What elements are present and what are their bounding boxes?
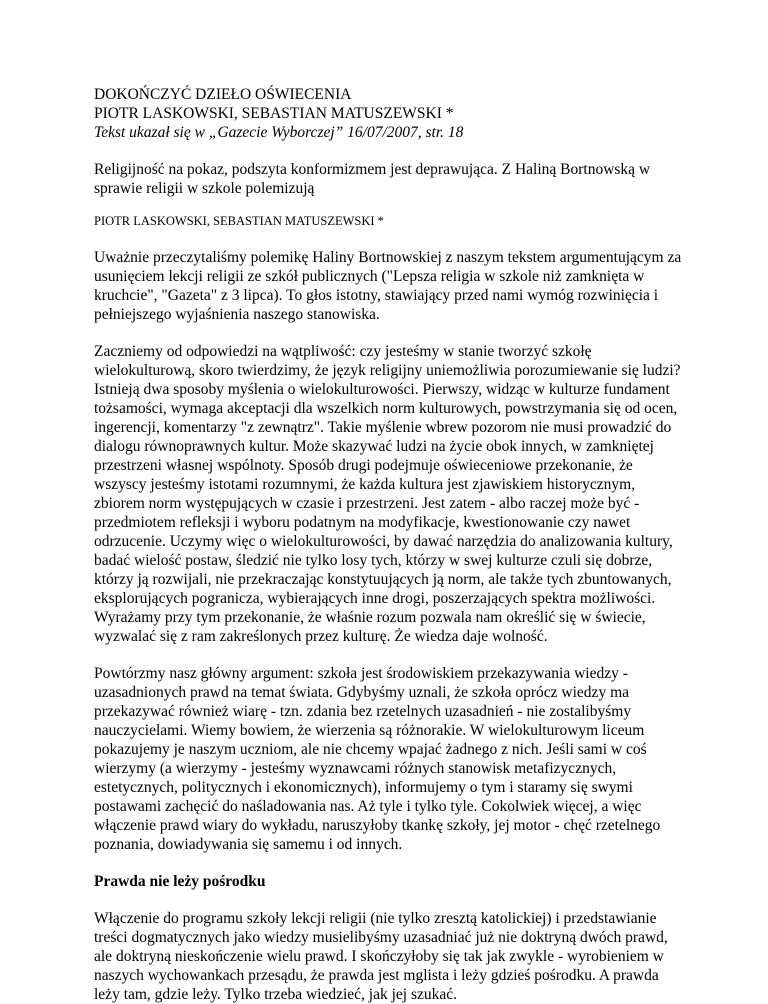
body-paragraph-2: Zaczniemy od odpowiedzi na wątpliwość: czy jesteśmy w stanie tworzyć szkołę wielokulturową, skoro twierdzimy, że język religijny uniemożliwia porozumiewanie się ludzi? Istnieją dwa sposoby myślenia o wielokulturowości. Pierwszy, widząc w kulturze fundament tożsamości, wymaga akceptacji dla wszelkich norm kulturowych, powstrzymania się od ocen, ingerencji, komentarzy "z zewnątrz". Takie myślenie wbrew pozorom nie musi prowadzić do dialogu równoprawnych kultur. Może skazywać ludzi na życie obok innych, w zamkniętej przestrzeni własnej wspólnoty. Sposób drugi podejmuje oświeceniowe przekonanie, że wszyscy jesteśmy istotami rozumnymi, że każda kultura jest zjawiskiem historycznym, zbiorem norm występujących w czasie i przestrzeni. Jest zatem - albo raczej może być - przedmiotem refleksji i wyboru podatnym na modyfikacje, kwestionowanie czy nawet odrzucenie. Uczymy więc o wielokulturowości, by dawać narzędzia do analizowania kultury, badać wielość postaw, śledzić nie tylko losy tych, którzy w swej kulturze czuli się dobrze, którzy ją rozwijali, nie przekraczając konstytuujących ją norm, ale także tych zbuntowanych, eksplorujących pogranicza, wybierających inne drogi, poszerzających spektra możliwości. Wyrażamy przy tym przekonanie, że właśnie rozum pozwala nam określić się w świecie, wyzwalać się z ram zakreślonych przez kulturę. Że wiedza daje wolność. — [94, 343, 681, 645]
document-authors: PIOTR LASKOWSKI, SEBASTIAN MATUSZEWSKI * — [94, 105, 454, 122]
document-source: Tekst ukazał się w „Gazecie Wyborczej” 16/07/2007, str. 18 — [94, 124, 464, 141]
body-paragraph-1: Uważnie przeczytaliśmy polemikę Haliny Bortnowskiej z naszym tekstem argumentującym za usunięciem lekcji religii ze szkół publicznych ("Lepsza religia w szkole niż zamknięta w kruchcie", "Gazeta" z 3 lipca). To głos istotny, stawiający przed nami wymóg rozwinięcia i pełniejszego wyjaśnienia naszego stanowiska. — [94, 249, 682, 323]
section-heading: Prawda nie leży pośrodku — [94, 873, 266, 890]
byline: PIOTR LASKOWSKI, SEBASTIAN MATUSZEWSKI * — [94, 214, 384, 228]
body-paragraph-3: Powtórzmy nasz główny argument: szkoła jest środowiskiem przekazywania wiedzy - uzasadnionych prawd na temat świata. Gdybyśmy uznali, że szkoła oprócz wiedzy ma przekazywać również wiarę - tzn. zdania bez rzetelnych uzasadnień - nie zostalibyśmy nauczycielami. Wiemy bowiem, że wierzenia są różnorakie. W wielokulturowym liceum pokazujemy je naszym uczniom, ale nie chcemy wpajać żadnego z nich. Jeśli sami w coś wierzymy (a wierzymy - jesteśmy wyznawcami różnych stanowisk metafizycznych, estetycznych, politycznych i ekonomicznych), informujemy o tym i staramy się swymi postawami zachęcić do naśladowania nas. Aż tyle i tylko tyle. Cokolwiek więcej, a więc włączenie prawd wiary do wykładu, naruszyłoby tkankę szkoły, jej motor - chęć rzetelnego poznania, dowiadywania się samemu i od innych. — [94, 665, 661, 853]
document-page — [94, 85, 684, 1004]
body-paragraph-4: Włączenie do programu szkoły lekcji religii (nie tylko zresztą katolickiej) i przedstawianie treści dogmatycznych jako wiedzy musielibyśmy uzasadniać już nie doktryną dwóch prawd, ale doktryną nieskończenie wielu prawd. I skończyłoby się tak jak zwykle - wyrobieniem w naszych wychowankach przesądu, że prawda jest mglista i leży gdzieś pośrodku. A prawda leży tam, gdzie leży. Tylko trzeba wiedzieć, jak jej szukać. — [94, 910, 668, 1003]
document-title: DOKOŃCZYĆ DZIEŁO OŚWIECENIA — [94, 86, 352, 103]
lead-paragraph: Religijność na pokaz, podszyta konformizmem jest deprawująca. Z Haliną Bortnowską w sprawie religii w szkole polemizują — [94, 161, 651, 197]
